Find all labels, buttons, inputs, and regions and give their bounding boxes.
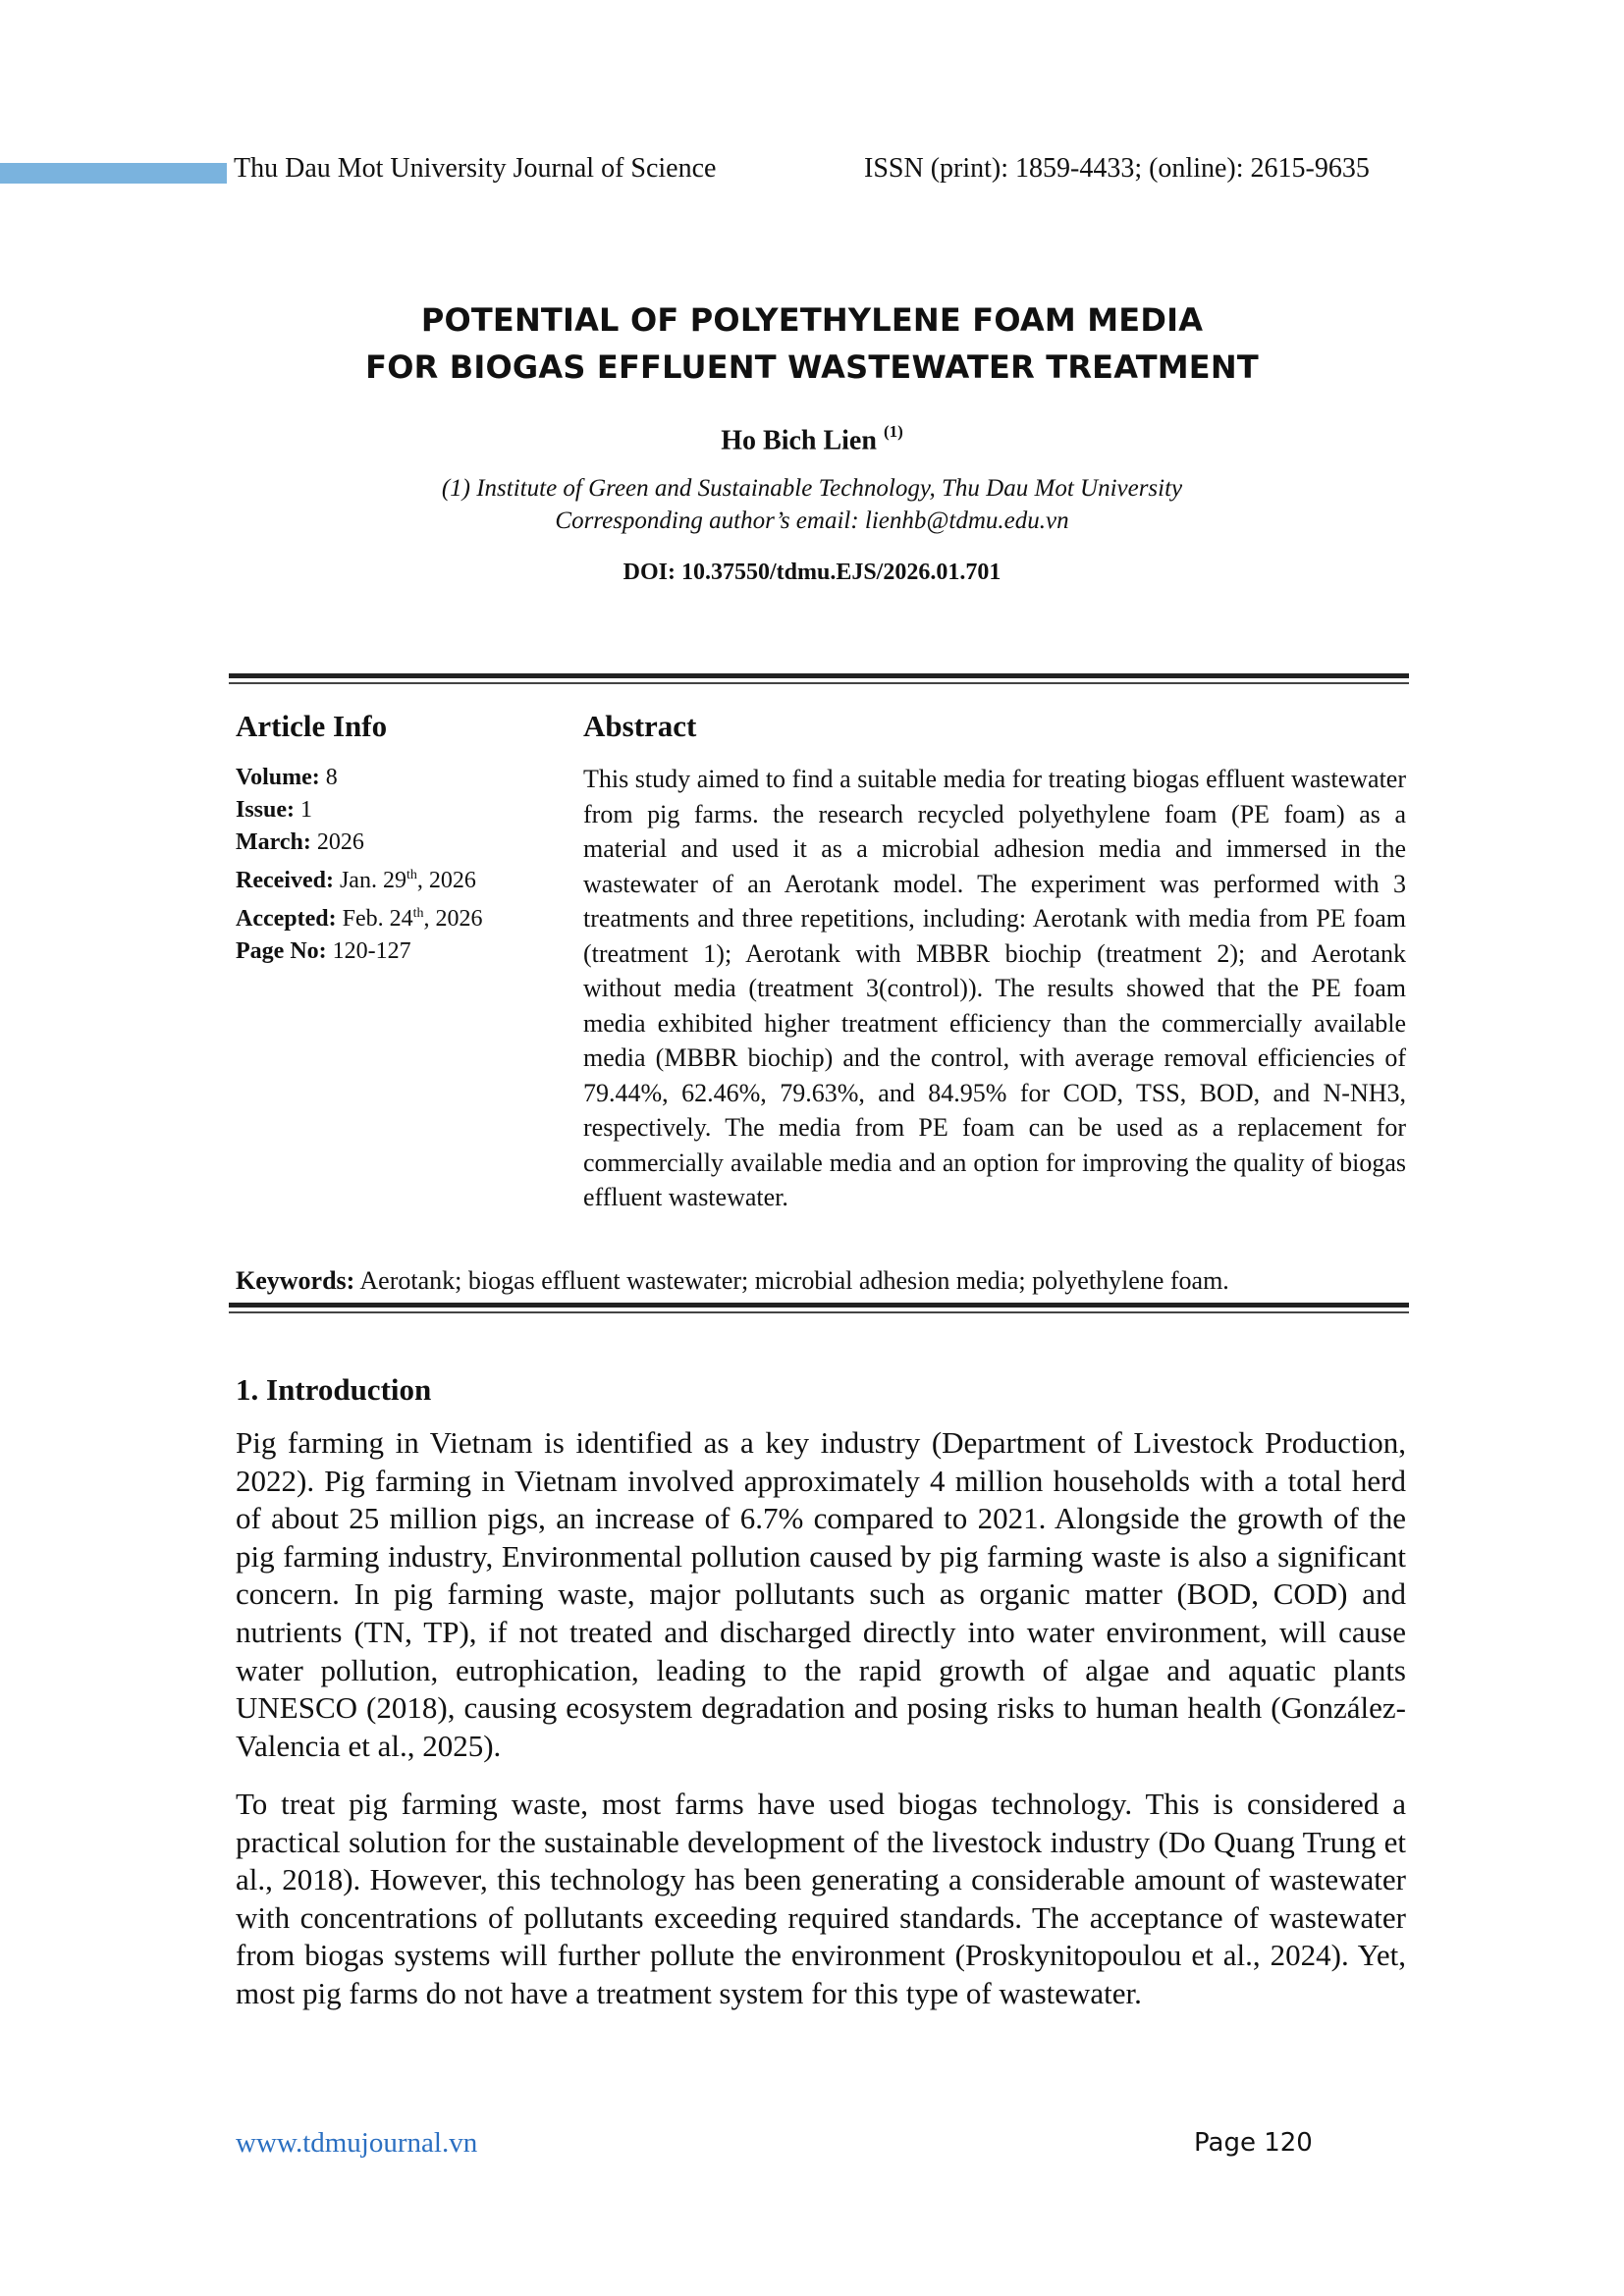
issue-row	[236, 794, 483, 827]
keywords-text: Aerotank; biogas effluent wastewater; microbial adhesion media; polyethylene foam.	[354, 1266, 1229, 1295]
page-number: Page 120	[1194, 2128, 1313, 2158]
issue-value: 1	[295, 797, 313, 823]
march-label: March:	[236, 829, 311, 855]
author-name: Ho Bich Lien	[721, 425, 877, 456]
intro-paragraph-2: To treat pig farming waste, most farms have used biogas technology. This is considered a practical solution for the sustainable development of the livestock industry (Do Quang Trung et al., 2018). However, this technology has been generating a considerable amount of wastewater with concentrations of pollutants exceeding required standards. The acceptance of wastewater from biogas systems will further pollute the environment (Proskynitopoulou et al., 2024). Yet, most pig farms do not have a treatment system for this type of wastewater.	[236, 1787, 1406, 2010]
received-date: Jan. 29	[333, 868, 406, 893]
affiliation: (1) Institute of Green and Sustainable Technology, Thu Dau Mot University	[441, 475, 1183, 502]
affiliation-block	[196, 472, 1428, 537]
introduction-heading: 1. Introduction	[236, 1372, 432, 1407]
page-no-value: 120-127	[326, 938, 411, 964]
issn: ISSN (print): 1859-4433; (online): 2615-9635	[864, 153, 1370, 184]
accepted-sup: th	[412, 906, 424, 921]
volume-label: Volume:	[236, 765, 320, 790]
author-affiliation-marker: (1)	[883, 422, 903, 441]
volume-value: 8	[319, 765, 338, 790]
page-no-row	[236, 935, 483, 968]
page-no-label: Page No:	[236, 938, 327, 964]
accepted-row	[236, 897, 483, 935]
received-sup: th	[406, 868, 417, 882]
paper-title	[196, 296, 1428, 391]
title-line-1: POTENTIAL OF POLYETHYLENE FOAM MEDIA	[420, 301, 1204, 339]
accepted-year: , 2026	[423, 906, 483, 932]
title-line-2: FOR BIOGAS EFFLUENT WASTEWATER TREATMENT	[365, 348, 1259, 386]
keywords-label: Keywords:	[236, 1266, 355, 1295]
top-rule-thin	[229, 682, 1409, 684]
received-label: Received:	[236, 868, 334, 893]
bottom-rule-thick	[229, 1303, 1409, 1308]
march-row	[236, 827, 483, 859]
article-info-heading: Article Info	[236, 709, 388, 743]
abstract-heading: Abstract	[583, 709, 697, 743]
keywords	[236, 1266, 1229, 1296]
abstract-text: This study aimed to find a suitable media for treating biogas effluent wastewater from pig farms. the research recycled polyethylene foam (PE foam) as a material and used it as a microbial adhesion media and immersed in the wastewater of an Aerotank model. The experiment was performed with 3 treatments and three repetitions, including: Aerotank with media from PE foam (treatment 1); Aerotank with MBBR biochip (treatment 2); and Aerotank without media (treatment 3(control)). The results showed that the PE foam media exhibited higher treatment efficiency than the commercially available media (MBBR biochip) and the control, with average removal efficiencies of 79.44%, 62.46%, 79.63%, and 84.95% for COD, TSS, BOD, and N-NH3, respectively. The media from PE foam can be used as a replacement for commercially available media and an option for improving the quality of biogas effluent wastewater.	[583, 765, 1406, 1211]
volume-row	[236, 762, 483, 794]
received-year: , 2026	[416, 868, 476, 893]
doi: DOI: 10.37550/tdmu.EJS/2026.01.701	[623, 560, 1001, 585]
accepted-date: Feb. 24	[336, 906, 413, 932]
bottom-rule-thin	[229, 1311, 1409, 1313]
header-accent-bar	[0, 163, 227, 184]
journal-name: Thu Dau Mot University Journal of Science	[234, 153, 717, 184]
author	[196, 424, 1428, 456]
issue-label: Issue:	[236, 797, 296, 823]
top-rule-thick	[229, 673, 1409, 678]
intro-paragraph-1: Pig farming in Vietnam is identified as a key industry (Department of Livestock Production, 2022). Pig farming in Vietnam involved approximately 4 million households with a total herd of about 25 million pigs, an increase of 6.7% compared to 2021. Alongside the growth of the pig farming industry, Environmental pollution caused by pig farming waste is also a significant concern. In pig farming waste, major pollutants such as organic matter (BOD, COD) and nutrients (TN, TP), if not treated and discharged directly into water environment, will cause water pollution, eutrophication, leading to the rapid growth of algae and aquatic plants UNESCO (2018), causing ecosystem degradation and posing risks to human health (González-Valencia et al., 2025).	[236, 1425, 1406, 1763]
journal-website-link[interactable]: www.tdmujournal.vn	[236, 2127, 478, 2159]
march-value: 2026	[310, 829, 364, 855]
received-row	[236, 859, 483, 897]
accepted-label: Accepted:	[236, 906, 337, 932]
corresponding-email: Corresponding author’s email: lienhb@tdmu.edu.vn	[555, 507, 1069, 534]
article-info	[236, 762, 483, 968]
